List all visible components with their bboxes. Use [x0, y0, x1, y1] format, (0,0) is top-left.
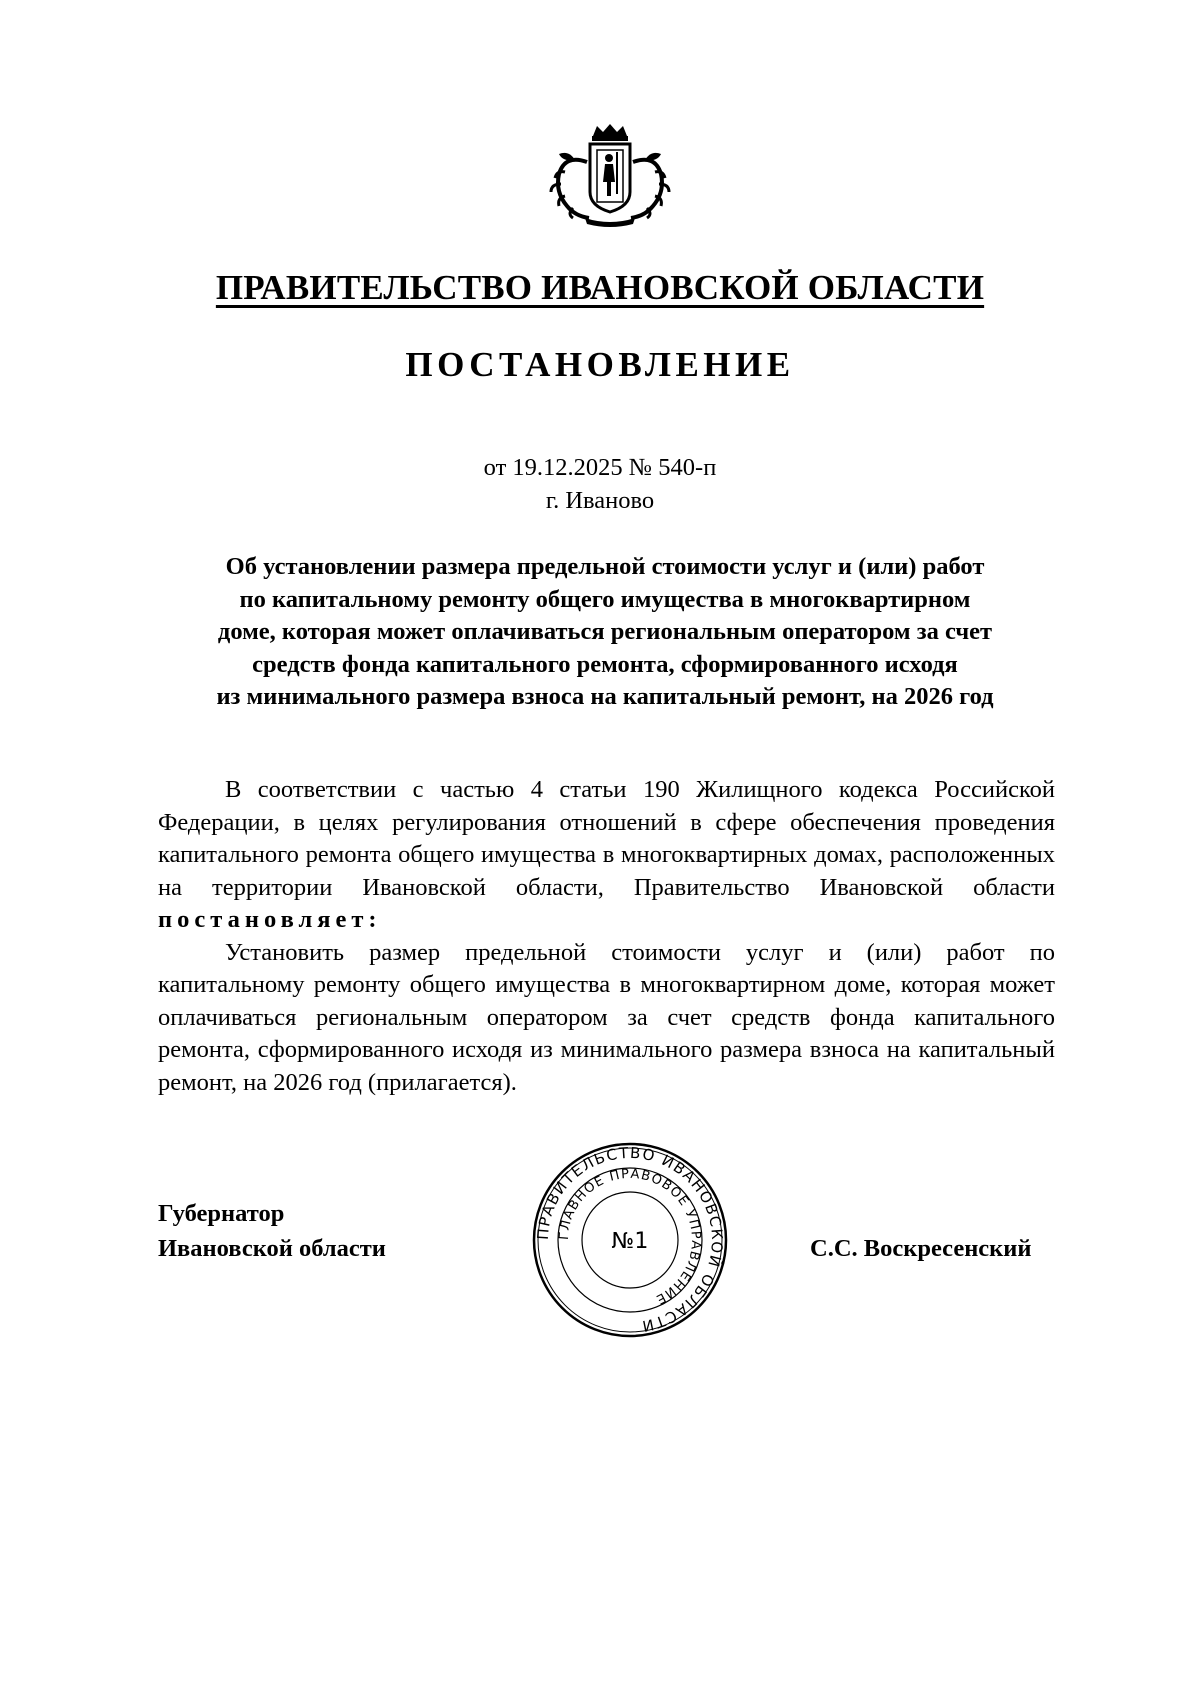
preamble-text: В соответствии с частью 4 статьи 190 Жилищного кодекса Российской Федерации, в целях регулирования отношений в сфере обеспечения проведения капитального ремонта общего имущества в многоквартирных домах, расположенных на территории Ивановской области, Правительство Ивановской области	[158, 776, 1055, 901]
subject-line: по капитальному ремонту общего имущества в многоквартирном	[239, 585, 971, 613]
seal-outer-text: ПРАВИТЕЛЬСТВО ИВАНОВСКОЙ ОБЛАСТИ	[533, 1143, 727, 1336]
seal-number: №1	[611, 1229, 649, 1254]
date-number: от 19.12.2025 № 540-п	[483, 454, 717, 481]
position-line: Губернатор	[158, 1200, 285, 1227]
seal-inner-text: ГЛАВНОЕ ПРАВОВОЕ УПРАВЛЕНИЕ	[556, 1166, 704, 1307]
government-title: ПРАВИТЕЛЬСТВО ИВАНОВСКОЙ ОБЛАСТИ	[215, 268, 985, 307]
signatory-name: С.С. Воскресенский	[810, 1235, 1032, 1262]
body-paragraph: Установить размер предельной стоимости услуг и (или) работ по капитальному ремонту общего имущества в многоквартирном доме, которая может оплачиваться региональным оператором за счет средств фонда капитального ремонта, сформированного исходя из минимального размера взноса на капитальный ремонт, на 2026 год (прилагается).	[158, 938, 1055, 1096]
signatory-position	[158, 1196, 386, 1266]
document-subject	[155, 551, 1055, 714]
resolves-word: постановляет:	[158, 906, 382, 933]
official-seal-stamp	[530, 1140, 730, 1340]
city: г. Иваново	[545, 487, 655, 514]
subject-line: из минимального размера взноса на капитальный ремонт, на 2026 год	[216, 683, 994, 710]
subject-line: средств фонда капитального ремонта, сформированного исходя	[252, 650, 958, 678]
subject-line: доме, которая может оплачиваться региональным оператором за счет	[217, 618, 993, 645]
document-type: ПОСТАНОВЛЕНИЕ	[405, 345, 795, 384]
ivanovo-coat-of-arms-icon	[545, 122, 675, 230]
subject-line: Об установлении размера предельной стоимости услуг и (или) работ	[225, 553, 985, 580]
position-line: Ивановской области	[158, 1235, 386, 1262]
body-paragraph	[158, 774, 1055, 937]
document-body	[158, 774, 1055, 1099]
